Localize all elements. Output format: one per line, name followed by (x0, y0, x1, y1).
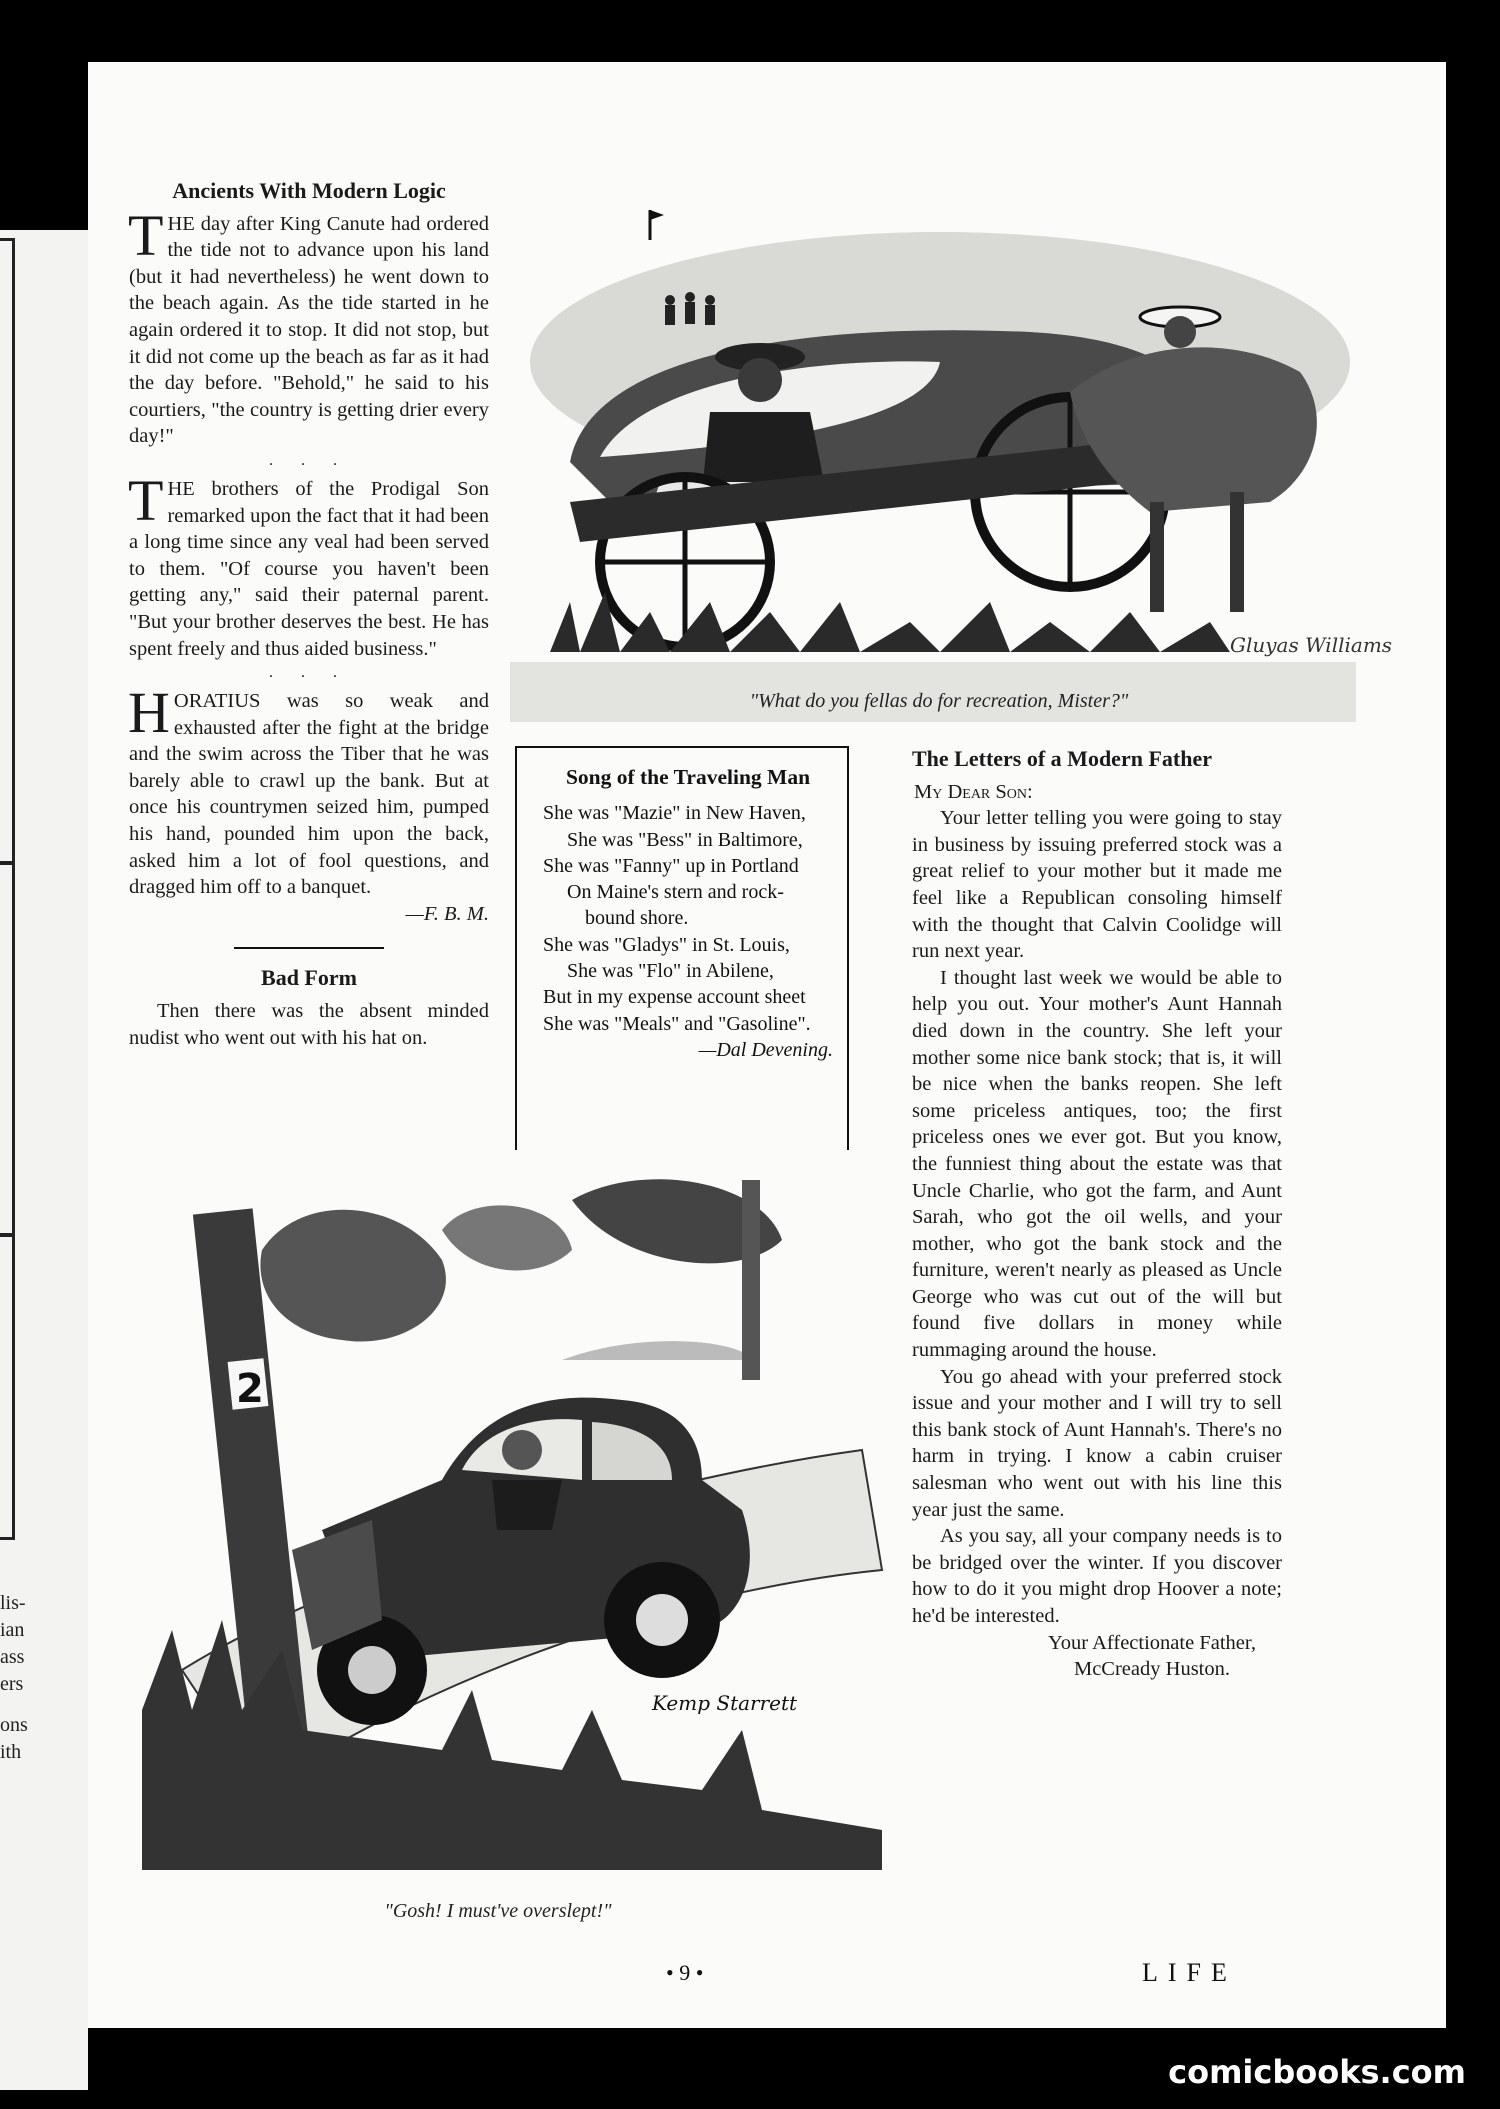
signpost-number: 2 (236, 1366, 264, 1412)
closing: Your Affectionate Father, (1048, 1631, 1256, 1654)
facing-page-text: lis- ian ass ers ons ith (0, 1592, 28, 1763)
poem-line: She was "Bess" in Baltimore, (567, 828, 803, 851)
poem-line: She was "Fanny" up in Portland (543, 854, 799, 877)
poem-line: But in my expense account sheet (543, 986, 806, 1009)
song-poem-box (515, 746, 849, 1174)
paragraph: As you say, all your company needs is to be bridged over the winter. If you discover how to do it you might drop Hoover a note; he'd be interested. (912, 1525, 1282, 1627)
letter-author: McCready Huston. (1073, 1658, 1230, 1681)
poem-author: —Dal Devening. (698, 1038, 833, 1061)
artist-signature: Kemp Starrett (652, 1691, 798, 1715)
article-title: The Letters of a Modern Father (912, 746, 1212, 771)
divider (234, 947, 384, 949)
cartoon-caption: "What do you fellas do for recreation, Mister?" (749, 690, 1129, 712)
salutation: My Dear Son: (914, 780, 1033, 803)
paragraph: THE day after King Canute had ordered the tide not to advance upon his land (but it had nevertheless) he went down to the beach again. As the tide started in he again ordered it to stop. It did not stop, but it did not come up the beach as far as it had the day before. "Behold," he said to his courtiers, "the country is getting drier every day!" (128, 202, 489, 448)
artist-signature: Gluyas Williams (1230, 633, 1393, 657)
poem-line: She was "Gladys" in St. Louis, (543, 933, 790, 956)
car-crash-cartoon (142, 1150, 882, 1870)
separator: . . . (269, 664, 349, 682)
letters-article (912, 746, 1282, 1683)
signature: —F. B. M. (405, 902, 489, 925)
separator: . . . (269, 451, 349, 469)
bad-form-text: Then there was the absent minded nudist who went out with his hat on. (129, 1000, 489, 1049)
magazine-name: LIFE (1142, 1958, 1237, 1987)
watermark: comicbooks.com (1168, 2053, 1466, 2091)
facing-page-frame (0, 1234, 15, 1540)
ancients-article (129, 178, 489, 1051)
paragraph: THE brothers of the Prodigal Son remarked upon the fact that it had been a long time since any veal had been served to them. "Of course you haven't been getting any," said their paternal parent. "But your brother deserves the best. He has spent freely and thus aided business." (128, 467, 489, 660)
poem-line: She was "Meals" and "Gasoline". (543, 1012, 811, 1035)
bad-form-title: Bad Form (261, 965, 357, 991)
poem-line: She was "Mazie" in New Haven, (543, 802, 806, 825)
paragraph: You go ahead with your preferred stock issue and your mother and I will try to sell this bank stock of Aunt Hannah's. There's no harm in trying. I know a cabin cruiser salesman who went out with his line this year just the same. (912, 1365, 1282, 1521)
paragraph: HORATIUS was so weak and exhausted after the fight at the bridge and the swim across the Tiber that he was barely able to crawl up the bank. But at once his countrymen seized him, pumped his hand, pounded him upon the back, asked him a lot of fool questions, and dragged him off to a banquet. (128, 680, 489, 899)
golf-wagon-cartoon (510, 182, 1393, 742)
paragraph: Your letter telling you were going to stay in business by issuing preferred stock was a great relief to your mother but it made me feel like a Republican consoling himself with the thought that Calvin Coolidge will run next year. (912, 807, 1282, 963)
article-title: Ancients With Modern Logic (172, 178, 446, 203)
poem-line: On Maine's stern and rock- (567, 881, 784, 904)
paragraph: I thought last week we would be able to help you out. Your mother's Aunt Hannah died down in the country. She left your mother some nice bank stock; that is, it will be nice when the banks reopen. She left some priceless antiques, too; the first priceless ones we ever got. But you know, the funniest thing about the estate was that Uncle Charlie, who got the farm, and Aunt Sarah, who got the oil wells, and your mother, who got the bank stock and the furniture, weren't nearly as pleased as Uncle George who was cut out of the will but found five dollars in money while rummaging around the house. (912, 966, 1282, 1362)
poem-line: bound shore. (585, 907, 689, 930)
cartoon-caption: "Gosh! I must've overslept!" (384, 1900, 612, 1922)
facing-page-frame (0, 862, 15, 1236)
poem-line: She was "Flo" in Abilene, (567, 960, 774, 983)
facing-page-frame (0, 238, 15, 864)
poem-title: Song of the Traveling Man (565, 765, 811, 789)
magazine-page (88, 62, 1446, 2028)
page-number: • 9 • (666, 1960, 704, 1985)
